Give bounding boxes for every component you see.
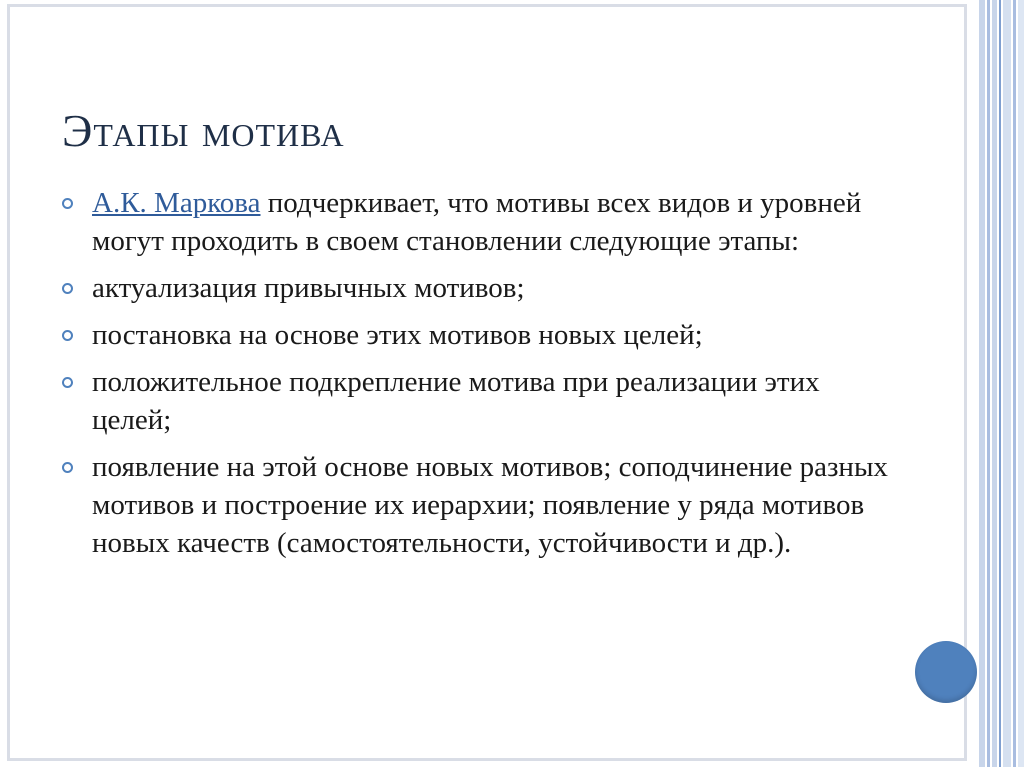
bullet-text: положительное подкрепление мотива при реализации этих целей; xyxy=(92,366,820,436)
ring-bullet-icon xyxy=(62,330,73,341)
stripe xyxy=(992,0,997,767)
bullet-item xyxy=(62,448,892,562)
stripe xyxy=(1003,0,1011,767)
ring-bullet-icon xyxy=(62,462,73,473)
stripe xyxy=(979,0,985,767)
bullet-item xyxy=(62,363,892,439)
bullet-item xyxy=(62,269,892,307)
stripe xyxy=(999,0,1001,767)
author-link[interactable]: А.К. Маркова xyxy=(92,187,261,219)
bullet-text: появление на этой основе новых мотивов; соподчинение разных мотивов и построение их иерархии; появление у ряда мотивов новых качеств (самостоятельности, устойчивости и др.). xyxy=(92,451,888,559)
ring-bullet-icon xyxy=(62,283,73,294)
bullet-item xyxy=(62,316,892,354)
bullet-list xyxy=(62,184,892,571)
ring-bullet-icon xyxy=(62,377,73,388)
bullet-text: подчеркивает, что мотивы всех видов и уровней могут проходить в своем становлении следующие этапы: xyxy=(92,187,862,257)
bullet-text: постановка на основе этих мотивов новых целей; xyxy=(92,319,703,351)
ring-bullet-icon xyxy=(62,198,73,209)
slide-title: Этапы мотива xyxy=(62,105,345,156)
decorative-stripes xyxy=(979,0,1024,767)
stripe xyxy=(987,0,990,767)
stripe xyxy=(1013,0,1016,767)
bullet-text: актуализация привычных мотивов; xyxy=(92,272,525,304)
bullet-item xyxy=(62,184,892,260)
blue-circle-icon xyxy=(915,641,977,703)
stripe xyxy=(1018,0,1024,767)
